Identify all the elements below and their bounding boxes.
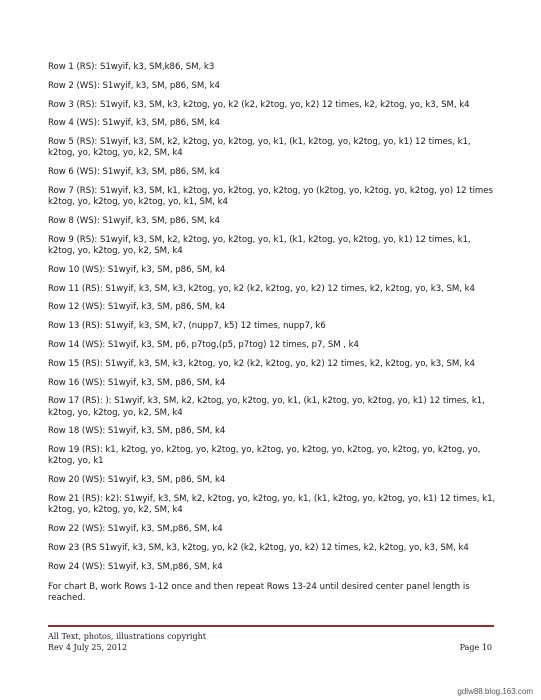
pattern-row: Row 22 (WS): S1wyif, k3, SM,p86, SM, k4	[48, 523, 223, 534]
pattern-row: Row 14 (WS): S1wyif, k3, SM, p6, p7tog,(p5, p7tog) 12 times, p7, SM , k4	[48, 339, 359, 350]
pattern-row: Row 2 (WS): S1wyif, k3, SM, p86, SM, k4	[48, 80, 220, 91]
pattern-row: Row 18 (WS): S1wyif, k3, SM, p86, SM, k4	[48, 426, 226, 437]
pattern-row: Row 8 (WS): S1wyif, k3, SM, p86, SM, k4	[48, 215, 220, 226]
pattern-row: Row 23 (RS S1wyif, k3, SM, k3, k2tog, yo, k2 (k2, k2tog, yo, k2) 12 times, k2, k2tog, yo, k3, SM, k4	[48, 542, 469, 553]
pattern-row: Row 9 (RS): S1wyif, k3, SM, k2, k2tog, yo, k2tog, yo, k1, (k1, k2tog, yo, k2tog, yo, k1) 12 times, k1, k2tog, yo, k2tog, yo, k2, SM, k4	[48, 234, 471, 256]
pattern-row: Row 15 (RS): S1wyif, k3, SM, k3, k2tog, yo, k2 (k2, k2tog, yo, k2) 12 times, k2, k2tog, yo, k3, SM, k4	[48, 358, 475, 369]
chart-b-note: For chart B, work Rows 1-12 once and then repeat Rows 13-24 until desired center panel length is reached.	[48, 581, 470, 603]
pattern-row: Row 13 (RS): S1wyif, k3, SM, k7, (nupp7, k5) 12 times, nupp7, k6	[48, 321, 326, 332]
pattern-row: Row 10 (WS): S1wyif, k3, SM, p86, SM, k4	[48, 264, 226, 275]
pattern-row: Row 6 (WS): S1wyif, k3, SM, p86, SM, k4	[48, 167, 220, 178]
pattern-row: Row 21 (RS): k2): S1wyif, k3, SM, k2, k2tog, yo, k2tog, yo, k1, (k1, k2tog, yo, k2tog, yo, k1) 12 times, k1, k2tog, yo, k2tog, yo, k2, SM, k4	[48, 493, 496, 516]
pattern-row: Row 12 (WS): S1wyif, k3, SM, p86, SM, k4	[48, 302, 226, 313]
pattern-row: Row 16 (WS): S1wyif, k3, SM, p86, SM, k4	[48, 377, 226, 388]
pattern-row: Row 7 (RS): S1wyif, k3, SM, k1, k2tog, yo, k2tog, yo, k2tog, yo (k2tog, yo, k2tog, yo, k2tog, yo) 12 times k2tog, yo, k2tog, yo, k2tog, yo, k1, SM, k4	[48, 185, 493, 208]
pattern-row: Row 17 (RS): ): S1wyif, k3, SM, k2, k2tog, yo, k2tog, yo, k1, (k1, k2tog, yo, k2tog, yo, k1) 12 times, k1, k2tog, yo, k2tog, yo, k2, SM, k4	[48, 396, 485, 418]
pattern-rows	[48, 62, 498, 580]
pattern-row: Row 4 (WS): S1wyif, k3, SM, p86, SM, k4	[48, 118, 220, 129]
blog-watermark: gdlw88.blog.163.com	[457, 687, 533, 696]
pattern-row: Row 24 (WS): S1wyif, k3, SM,p86, SM, k4	[48, 561, 223, 572]
page-number: Page 10	[459, 643, 492, 652]
pattern-row: Row 3 (RS): S1wyif, k3, SM, k3, k2tog, yo, k2 (k2, k2tog, yo, k2) 12 times, k2, k2tog, yo, k3, SM, k4	[48, 99, 470, 110]
footer-divider	[48, 625, 494, 627]
revision-text: Rev 4 July 25, 2012	[48, 643, 128, 652]
pattern-row: Row 11 (RS): S1wyif, k3, SM, k3, k2tog, yo, k2 (k2, k2tog, yo, k2) 12 times, k2, k2tog, yo, k3, SM, k4	[48, 283, 475, 294]
pattern-row: Row 5 (RS): S1wyif, k3, SM, k2, k2tog, yo, k2tog, yo, k1, (k1, k2tog, yo, k2tog, yo, k1) 12 times, k1, k2tog, yo, k2tog, yo, k2, SM, k4	[48, 137, 471, 159]
pattern-row: Row 19 (RS): k1, k2tog, yo, k2tog, yo, k2tog, yo, k2tog, yo, k2tog, yo, k2tog, yo, k2tog, yo, k2tog, yo, k2tog, yo, k1	[48, 445, 481, 467]
copyright-text: All Text, photos, illustrations copyright	[48, 632, 206, 641]
page-footer	[48, 631, 494, 653]
pattern-row: Row 1 (RS): S1wyif, k3, SM,k86, SM, k3	[48, 62, 215, 72]
pattern-row: Row 20 (WS): S1wyif, k3, SM, p86, SM, k4	[48, 475, 226, 486]
